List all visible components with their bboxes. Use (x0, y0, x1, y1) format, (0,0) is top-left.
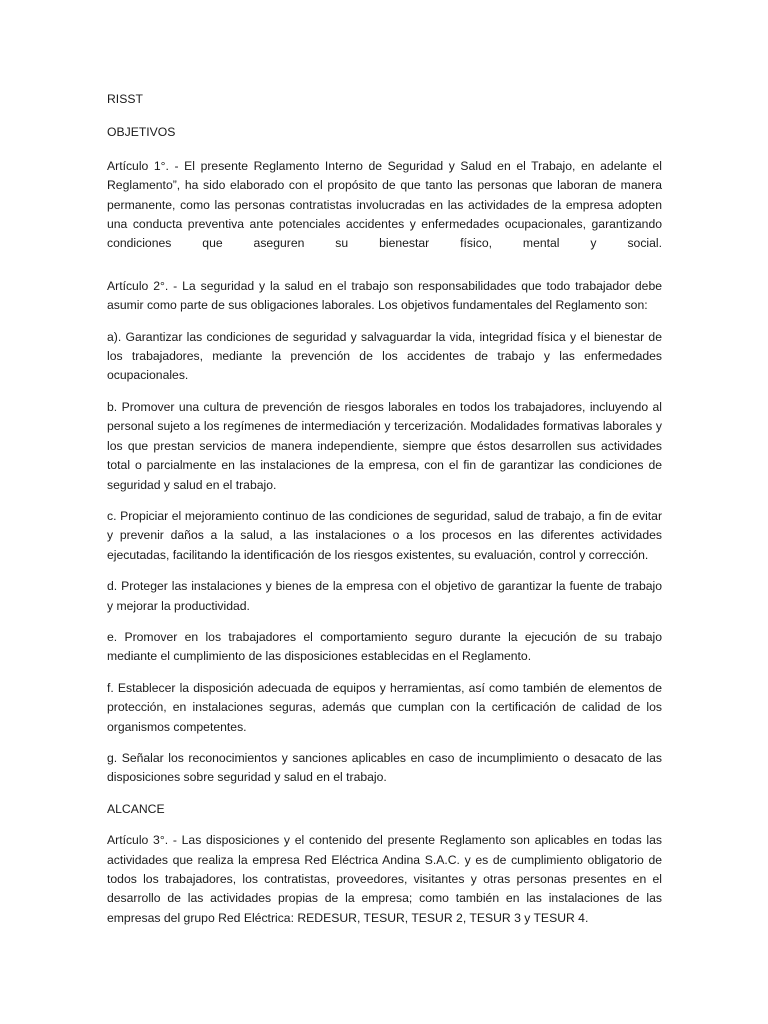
objective-item-a: a). Garantizar las condiciones de seguridad y salvaguardar la vida, integridad física y el bienestar de los trabajadores, mediante la prevención de los accidentes de trabajo y las enfermedades ocupacionales. (107, 329, 662, 383)
objective-item-c: c. Propiciar el mejoramiento continuo de las condiciones de seguridad, salud de trabajo, a fin de evitar y prevenir daños a la salud, a las instalaciones o a los procesos en las diferentes actividades ejecutadas, facilitando la identificación de los riesgos existentes, su evaluación, control y corrección. (107, 508, 662, 562)
objective-item-d: d. Proteger las instalaciones y bienes de la empresa con el objetivo de garantizar la fuente de trabajo y mejorar la productividad. (107, 579, 662, 613)
article-3-paragraph: Artículo 3°. - Las disposiciones y el contenido del presente Reglamento son aplicables en todas las actividades que realiza la empresa Red Eléctrica Andina S.A.C. y es de cumplimiento obligatorio de todos los trabajadores, los contratistas, proveedores, visitantes y otras personas presentes en el desarrollo de las actividades propias de la empresa; como también en las instalaciones de las empresas del grupo Red Eléctrica: REDESUR, TESUR, TESUR 2, TESUR 3 y TESUR 4. (107, 833, 662, 925)
document-page (107, 90, 662, 928)
objective-item-g: g. Señalar los reconocimientos y sanciones aplicables en caso de incumplimiento o desacato de las disposiciones sobre seguridad y salud en el trabajo. (107, 750, 662, 785)
document-title: RISST (107, 92, 143, 106)
objective-item-b: b. Promover una cultura de prevención de riesgos laborales en todos los trabajadores, incluyendo al personal sujeto a los regímenes de intermediación y tercerización. Modalidades formativas laborales y los que prestan servicios de manera independiente, siempre que éstos desarrollen sus actividades total o parcialmente en las instalaciones de la empresa, con el fin de garantizar las condiciones de seguridad y salud en el trabajo. (107, 399, 662, 492)
article-2-paragraph: Artículo 2°. - La seguridad y la salud en el trabajo son responsabilidades que todo trabajador debe asumir como parte de sus obligaciones laborales. Los objetivos fundamentales del Reglamento son: (107, 278, 662, 313)
objective-item-e: e. Promover en los trabajadores el comportamiento seguro durante la ejecución de su trabajo mediante el cumplimiento de las disposiciones establecidas en el Reglamento. (107, 629, 662, 664)
objective-item-f: f. Establecer la disposición adecuada de equipos y herramientas, así como también de elementos de protección, en instalaciones seguras, además que cumplan con la certificación de calidad de los organismos competentes. (107, 680, 662, 734)
section-heading-objetivos: OBJETIVOS (107, 125, 176, 140)
section-heading-alcance: ALCANCE (107, 801, 165, 816)
article-1-paragraph: Artículo 1°. - El presente Reglamento Interno de Seguridad y Salud en el Trabajo, en adelante el Reglamento”, ha sido elaborado con el propósito de que tanto las personas que laboran de manera permanente, como las personas contratistas involucradas en las actividades de la empresa adopten una conducta preventiva ante potenciales accidentes y enfermedades ocupacionales, garantizando condiciones que aseguren su bienestar físico, mental y social. (107, 158, 662, 251)
